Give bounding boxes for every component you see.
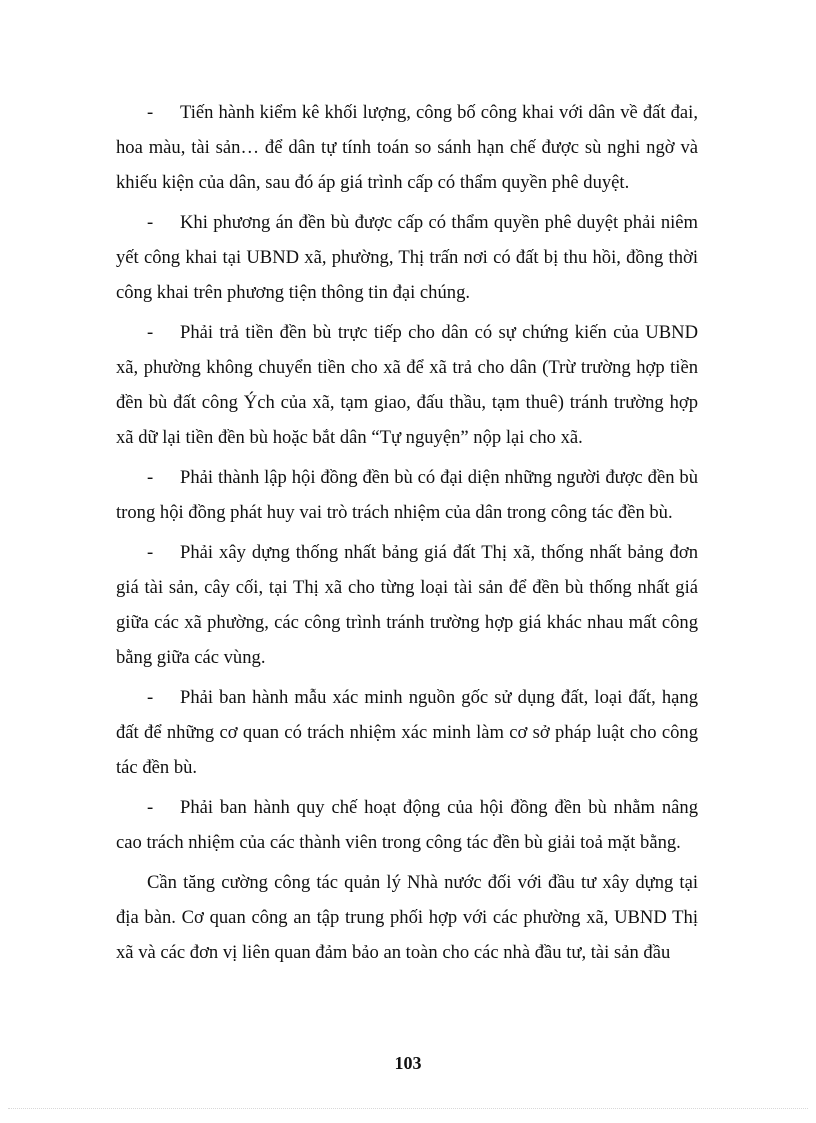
page-number: 103 xyxy=(394,1053,422,1073)
bullet-paragraph xyxy=(116,460,698,530)
bullet-dash: - xyxy=(147,102,154,123)
bullet-paragraph xyxy=(116,95,698,200)
closing-paragraph: Cần tăng cường công tác quản lý Nhà nước đối với đầu tư xây dựng tại địa bàn. Cơ quan công an tập trung phối hợp với các phường xã, UBND Thị xã và các đơn vị liên quan đảm bảo an toàn cho các nhà đầu tư, tài sản đầu xyxy=(116,872,698,963)
bullet-text: Phải ban hành mẫu xác minh nguồn gốc sử dụng đất, loại đất, hạng đất để những cơ quan có trách nhiệm xác minh làm cơ sở pháp luật cho công tác đền bù. xyxy=(116,687,698,778)
bullet-paragraph xyxy=(116,315,698,455)
bullet-dash: - xyxy=(147,797,154,818)
bullet-text: Phải trả tiền đền bù trực tiếp cho dân có sự chứng kiến của UBND xã, phường không chuyển tiền cho xã để xã trả cho dân (Trừ trường hợp tiền đền bù đất công Ých của xã, tạm giao, đấu thầu, tạm thuê) tránh trường hợp xã dữ lại tiền đền bù hoặc bắt dân “Tự nguyện” nộp lại cho xã. xyxy=(116,322,698,448)
bullet-paragraph xyxy=(116,790,698,860)
bullet-paragraph xyxy=(116,535,698,675)
bullet-text: Phải thành lập hội đồng đền bù có đại diện những người được đền bù trong hội đồng phát huy vai trò trách nhiệm của dân trong công tác đền bù. xyxy=(116,467,698,523)
bullet-text: Khi phương án đền bù được cấp có thẩm quyền phê duyệt phải niêm yết công khai tại UBND xã, phường, Thị trấn nơi có đất bị thu hồi, đồng thời công khai trên phương tiện thông tin đại chúng. xyxy=(116,212,698,303)
bullet-text: Phải ban hành quy chế hoạt động của hội đồng đền bù nhằm nâng cao trách nhiệm của các thành viên trong công tác đền bù giải toả mặt bằng. xyxy=(116,797,698,853)
bullet-dash: - xyxy=(147,687,154,708)
bullet-paragraph xyxy=(116,680,698,785)
bullet-text: Tiến hành kiểm kê khối lượng, công bố công khai với dân về đất đai, hoa màu, tài sản… để dân tự tính toán so sánh hạn chế được sù nghi ngờ và khiếu kiện của dân, sau đó áp giá trình cấp có thẩm quyền phê duyệt. xyxy=(116,102,698,193)
bullet-dash: - xyxy=(147,322,154,343)
page-body xyxy=(116,95,698,975)
bullet-text: Phải xây dựng thống nhất bảng giá đất Thị xã, thống nhất bảng đơn giá tài sản, cây cối, tại Thị xã cho từng loại tài sản để đền bù thống nhất giá giữa các xã phường, các công trình tránh trường hợp giá khác nhau mất công bằng giữa các vùng. xyxy=(116,542,698,668)
bullet-dash: - xyxy=(147,212,154,233)
bullet-paragraph xyxy=(116,205,698,310)
bullet-dash: - xyxy=(147,467,154,488)
page-bottom-divider xyxy=(8,1108,808,1109)
bullet-dash: - xyxy=(147,542,154,563)
